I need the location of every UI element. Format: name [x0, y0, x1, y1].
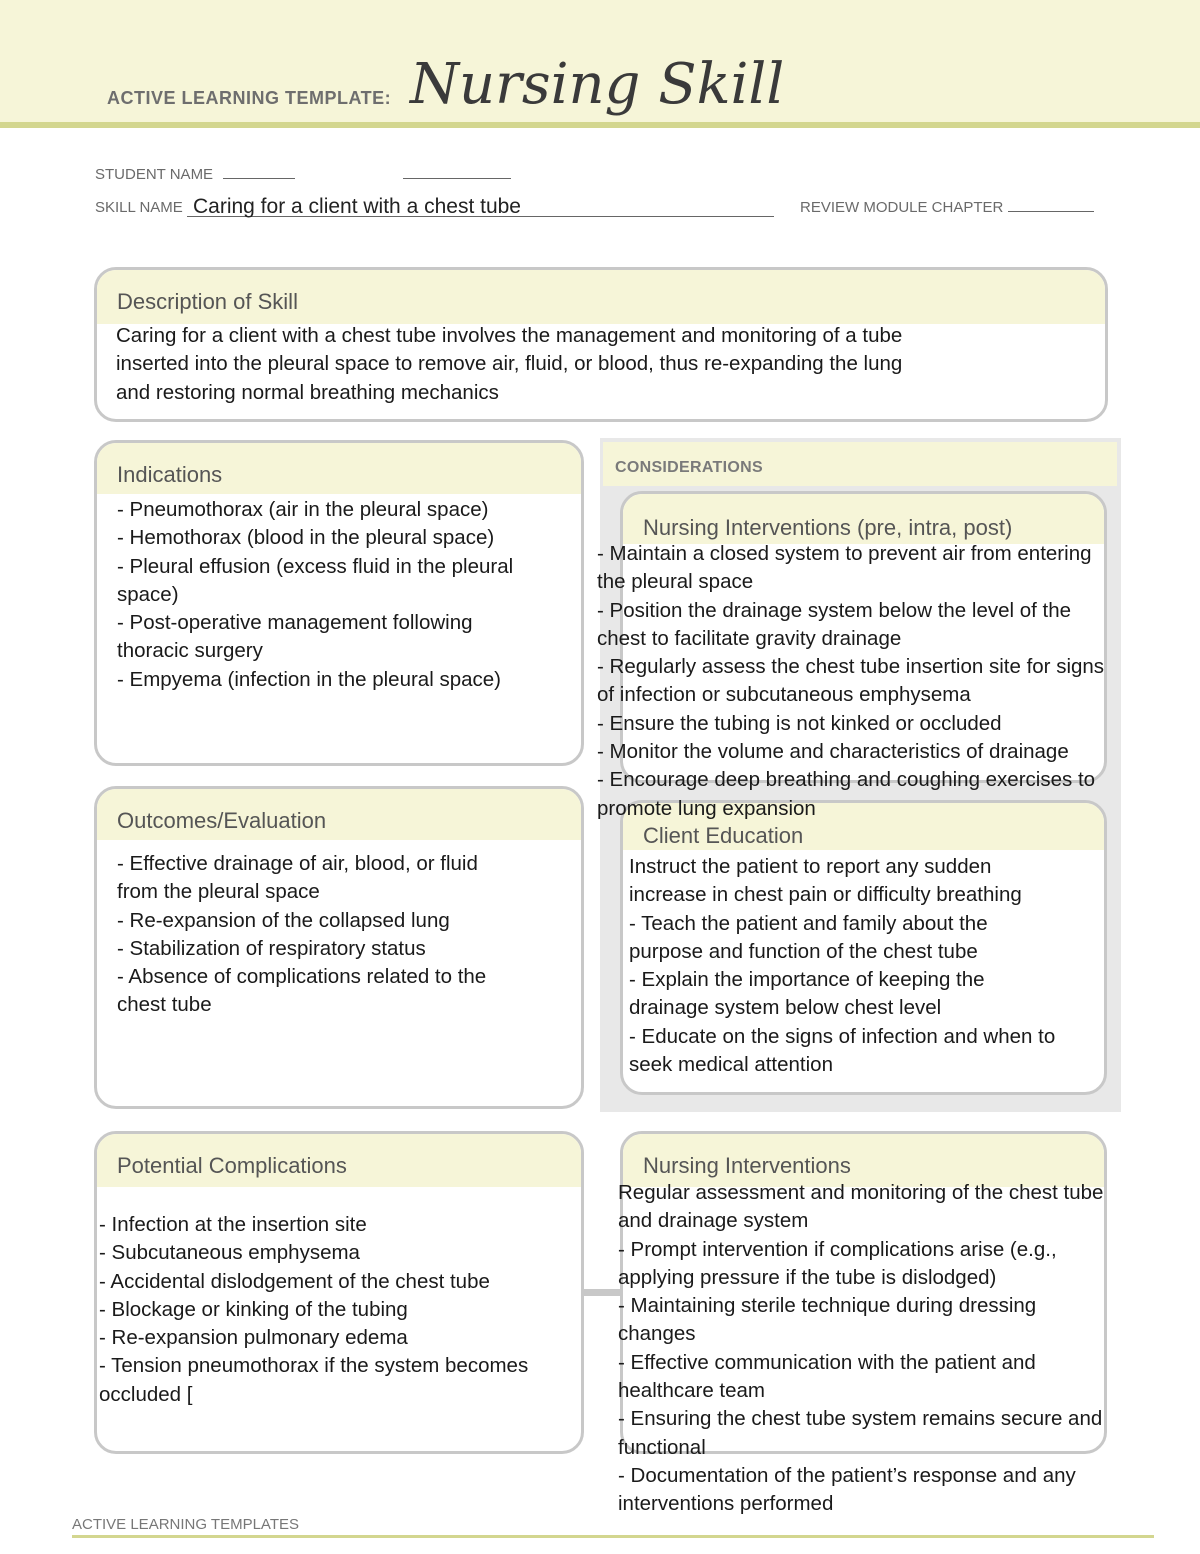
description-heading: Description of Skill — [97, 270, 1105, 324]
complication-interventions-text: Regular assessment and monitoring of the chest tube and drainage system - Prompt intervention if complications arise (e.g., applying pressure if the tube is dislodged) - Maintaining sterile technique during dressing changes - Effective communication with the patient and healthcare team - Ensuring the chest tube system remains secure and functional - Documentation of the patient’s response and any interventions performed — [618, 1181, 1104, 1516]
skill-name-line — [95, 195, 774, 218]
skill-name-label: SKILL NAME — [95, 199, 183, 216]
description-text: Caring for a client with a chest tube involves the management and monitoring of a tube inserted into the pleural space to remove air, fluid, or blood, thus re-expanding the lung and restoring normal breathing mechanics — [116, 324, 903, 404]
student-name-line — [95, 166, 511, 183]
nursing-interventions-text: - Maintain a closed system to prevent air from entering the pleural space - Position the drainage system below the level of the chest to facilitate gravity drainage - Regularly assess the chest tube insertion site for signs of infection or subcutaneous emphysema - Ensure the tubing is not kinked or occluded - Monitor the volume and characteristics of drainage - Encourage deep breathing and coughing exercises to promote lung expansion — [597, 542, 1105, 820]
complication-interventions-heading: Nursing Interventions — [623, 1134, 1104, 1187]
page-title: Nursing Skill — [410, 52, 785, 117]
student-name-field-extra[interactable] — [403, 178, 511, 179]
client-education-heading: Client Education — [623, 803, 1104, 850]
nursing-interventions-heading: Nursing Interventions (pre, intra, post) — [623, 494, 1104, 544]
footer-label: ACTIVE LEARNING TEMPLATES — [72, 1516, 299, 1533]
student-name-field[interactable] — [223, 178, 295, 179]
outcomes-text: - Effective drainage of air, blood, or fluid from the pleural space - Re-expansion of the collapsed lung - Stabilization of respiratory status - Absence of complications related to the chest tube — [117, 852, 487, 1017]
template-label: ACTIVE LEARNING TEMPLATE: — [107, 88, 392, 108]
connector-line — [582, 1289, 620, 1296]
considerations-heading: CONSIDERATIONS — [603, 442, 1117, 486]
header-rule — [0, 122, 1200, 128]
footer-rule — [72, 1535, 1154, 1538]
complications-heading: Potential Complications — [97, 1134, 581, 1187]
outcomes-heading: Outcomes/Evaluation — [97, 789, 581, 840]
complications-text: - Infection at the insertion site - Subcutaneous emphysema - Accidental dislodgement of the chest tube - Blockage or kinking of the tubing - Re-expansion pulmonary edema - Tension pneumothorax if the system becomes occluded [ — [99, 1213, 529, 1406]
indications-heading: Indications — [97, 443, 581, 494]
client-education-text: Instruct the patient to report any sudden increase in chest pain or difficulty breathing - Teach the patient and family about the purpose and function of the chest tube - Explain the importance of keeping the drainage system below chest level - Educate on the signs of infection and when to seek medical attention — [629, 855, 1056, 1077]
review-module-line — [800, 199, 1094, 216]
student-name-label: STUDENT NAME — [95, 166, 214, 183]
skill-name-field[interactable] — [187, 195, 774, 218]
review-module-label: REVIEW MODULE CHAPTER — [800, 199, 1004, 216]
skill-name-value: Caring for a client with a chest tube — [192, 195, 521, 218]
indications-text: - Pneumothorax (air in the pleural space) - Hemothorax (blood in the pleural space) - Pleural effusion (excess fluid in the pleural space) - Post-operative management following thoracic surgery - Empyema (infection in the pleural space) — [117, 498, 514, 691]
review-module-field[interactable] — [1008, 211, 1094, 212]
